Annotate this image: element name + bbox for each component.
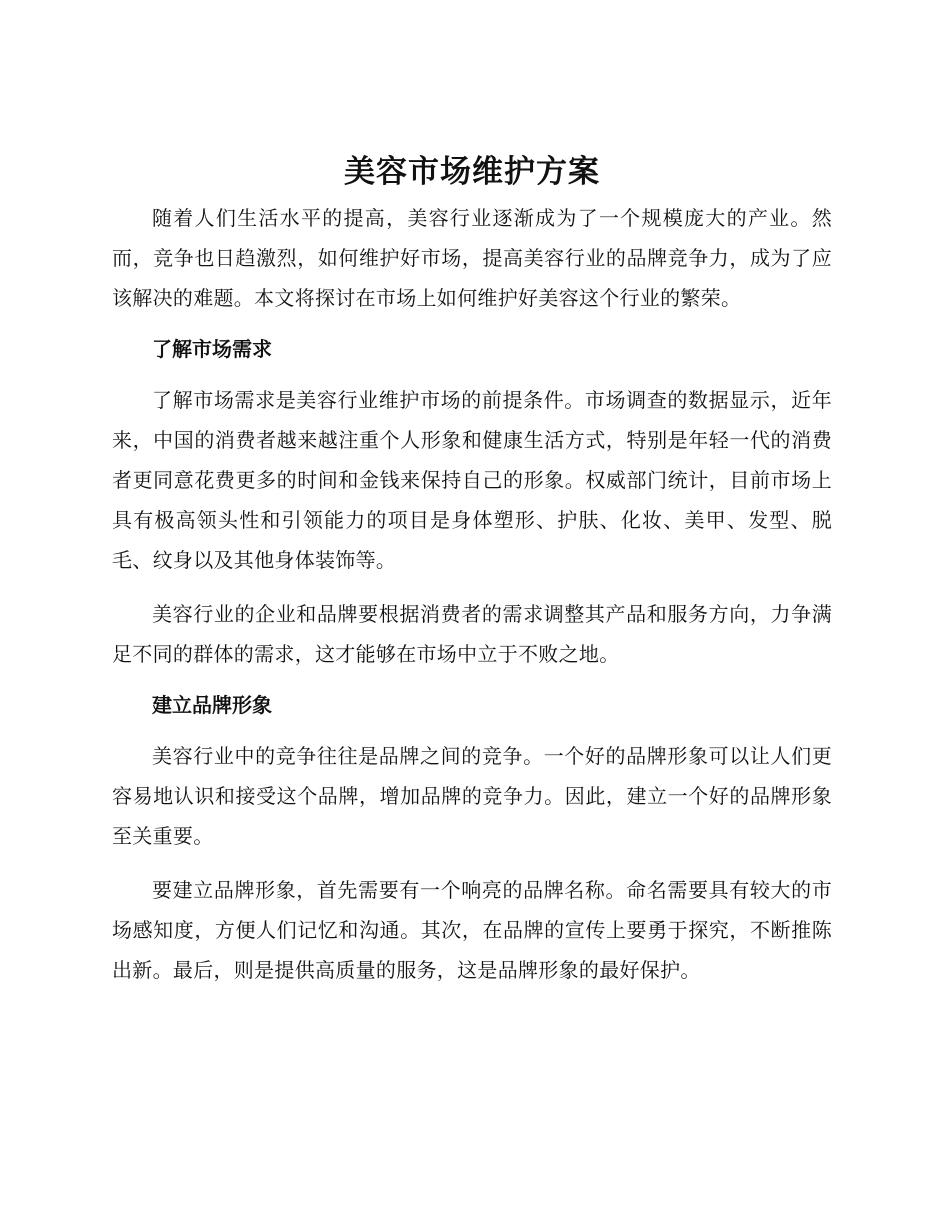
section-heading-market-demand: 了解市场需求: [152, 337, 272, 361]
document-page: [112, 148, 832, 1004]
brand-image-paragraph-2: 要建立品牌形象，首先需要有一个响亮的品牌名称。命名需要具有较大的市场感知度，方便人们记忆和沟通。其次，在品牌的宣传上要勇于探究，不断推陈出新。最后，则是提供高质量的服务，这是品牌形象的最好保护。: [112, 878, 832, 982]
brand-image-paragraph-1: 美容行业中的竞争往往是品牌之间的竞争。一个好的品牌形象可以让人们更容易地认识和接受这个品牌，增加品牌的竞争力。因此，建立一个好的品牌形象至关重要。: [112, 744, 832, 848]
intro-paragraph: 随着人们生活水平的提高，美容行业逐渐成为了一个规模庞大的产业。然而，竞争也日趋激烈，如何维护好市场，提高美容行业的品牌竞争力，成为了应该解决的难题。本文将探讨在市场上如何维护好美容这个行业的繁荣。: [112, 206, 832, 310]
document-title: 美容市场维护方案: [344, 154, 600, 190]
section-heading-brand-image: 建立品牌形象: [152, 693, 272, 717]
market-demand-paragraph-2: 美容行业的企业和品牌要根据消费者的需求调整其产品和服务方向，力争满足不同的群体的需求，这才能够在市场中立于不败之地。: [112, 602, 832, 666]
market-demand-paragraph-1: 了解市场需求是美容行业维护市场的前提条件。市场调查的数据显示，近年来，中国的消费者越来越注重个人形象和健康生活方式，特别是年轻一代的消费者更同意花费更多的时间和金钱来保持自己的形象。权威部门统计，目前市场上具有极高领头性和引领能力的项目是身体塑形、护肤、化妆、美甲、发型、脱毛、纹身以及其他身体装饰等。: [112, 388, 832, 572]
